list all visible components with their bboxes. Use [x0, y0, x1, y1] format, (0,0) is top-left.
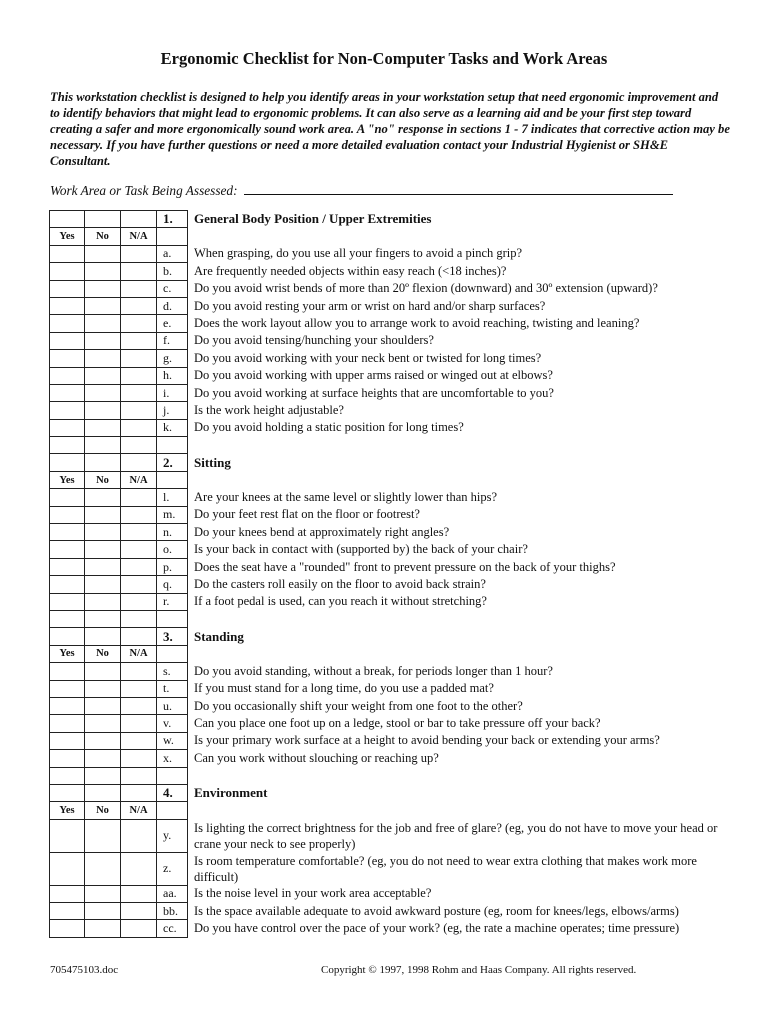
yes-checkbox-cell[interactable] [50, 885, 85, 902]
checklist-item-row [50, 750, 739, 767]
no-cell [85, 211, 121, 228]
letter-cell [157, 645, 188, 662]
na-checkbox-cell[interactable] [121, 541, 157, 558]
yes-checkbox-cell[interactable] [50, 750, 85, 767]
item-letter: t. [157, 680, 188, 697]
no-header: No [85, 228, 121, 245]
checklist-item-row [50, 367, 739, 384]
checklist-item-row [50, 593, 739, 610]
na-checkbox-cell[interactable] [121, 263, 157, 280]
no-checkbox-cell[interactable] [85, 280, 121, 297]
checklist-table [49, 210, 739, 938]
item-letter: cc. [157, 920, 188, 937]
item-letter: k. [157, 419, 188, 436]
na-checkbox-cell[interactable] [121, 885, 157, 902]
yes-checkbox-cell[interactable] [50, 920, 85, 937]
item-question: Does the seat have a "rounded" front to prevent pressure on the back of your thighs? [194, 559, 616, 574]
na-header: N/A [121, 471, 157, 488]
no-cell [85, 628, 121, 645]
no-checkbox-cell[interactable] [85, 903, 121, 920]
item-question: Can you work without slouching or reaching up? [194, 750, 439, 765]
na-checkbox-cell[interactable] [121, 576, 157, 593]
checklist-item-row [50, 263, 739, 280]
checklist-item-row [50, 663, 739, 680]
no-checkbox-cell[interactable] [85, 715, 121, 732]
yes-cell [50, 767, 85, 784]
item-letter: j. [157, 402, 188, 419]
no-checkbox-cell[interactable] [85, 384, 121, 401]
yes-checkbox-cell[interactable] [50, 280, 85, 297]
item-letter: v. [157, 715, 188, 732]
yes-cell [50, 454, 85, 471]
na-checkbox-cell[interactable] [121, 903, 157, 920]
item-letter: d. [157, 297, 188, 314]
item-question: Is room temperature comfortable? (eg, you do not need to wear extra clothing that makes work more difficult) [194, 853, 697, 884]
column-header-row [50, 228, 739, 245]
work-area-field[interactable] [50, 182, 673, 199]
section-header-row [50, 628, 739, 645]
work-area-label: Work Area or Task Being Assessed: [50, 183, 238, 198]
letter-cell [157, 610, 188, 627]
item-question: Do you avoid wrist bends of more than 20º flexion (downward) and 30º extension (upward)? [194, 281, 658, 296]
column-header-row [50, 802, 739, 819]
item-letter: q. [157, 576, 188, 593]
na-cell [121, 610, 157, 627]
yes-checkbox-cell[interactable] [50, 402, 85, 419]
checklist-item-row [50, 715, 739, 732]
item-question: Do you have control over the pace of your work? (eg, the rate a machine operates; time pressure) [194, 921, 680, 936]
checklist-item-row [50, 576, 739, 593]
checklist-item-row [50, 819, 739, 852]
yes-cell [50, 211, 85, 228]
section-number: 2. [157, 454, 188, 471]
item-question: If you must stand for a long time, do you use a padded mat? [194, 681, 494, 696]
letter-cell [157, 228, 188, 245]
no-cell [85, 767, 121, 784]
section-header-row [50, 211, 739, 228]
yes-checkbox-cell[interactable] [50, 419, 85, 436]
no-checkbox-cell[interactable] [85, 558, 121, 575]
no-checkbox-cell[interactable] [85, 245, 121, 262]
yes-checkbox-cell[interactable] [50, 297, 85, 314]
yes-checkbox-cell[interactable] [50, 697, 85, 714]
checklist-item-row [50, 697, 739, 714]
work-area-blank-line[interactable] [244, 182, 673, 195]
checklist-item-row [50, 732, 739, 749]
checklist-item-row [50, 315, 739, 332]
spacer-row [50, 437, 739, 454]
footer-doc-id: 705475103.doc [50, 964, 119, 976]
checklist-item-row [50, 524, 739, 541]
na-checkbox-cell[interactable] [121, 524, 157, 541]
no-checkbox-cell[interactable] [85, 680, 121, 697]
no-checkbox-cell[interactable] [85, 332, 121, 349]
yes-checkbox-cell[interactable] [50, 350, 85, 367]
checklist-item-row [50, 350, 739, 367]
checklist-item-row [50, 920, 739, 937]
no-checkbox-cell[interactable] [85, 732, 121, 749]
yes-checkbox-cell[interactable] [50, 819, 85, 852]
yes-header: Yes [50, 471, 85, 488]
checklist-item-row [50, 885, 739, 902]
spacer-row [50, 767, 739, 784]
no-checkbox-cell[interactable] [85, 852, 121, 885]
question-cell [188, 437, 739, 454]
no-checkbox-cell[interactable] [85, 419, 121, 436]
question-cell [188, 802, 739, 819]
item-letter: m. [157, 506, 188, 523]
letter-cell [157, 802, 188, 819]
na-cell [121, 211, 157, 228]
yes-checkbox-cell[interactable] [50, 367, 85, 384]
yes-checkbox-cell[interactable] [50, 903, 85, 920]
item-letter: o. [157, 541, 188, 558]
no-checkbox-cell[interactable] [85, 297, 121, 314]
no-checkbox-cell[interactable] [85, 697, 121, 714]
na-cell [121, 628, 157, 645]
no-checkbox-cell[interactable] [85, 367, 121, 384]
na-checkbox-cell[interactable] [121, 697, 157, 714]
yes-checkbox-cell[interactable] [50, 680, 85, 697]
no-checkbox-cell[interactable] [85, 489, 121, 506]
na-checkbox-cell[interactable] [121, 350, 157, 367]
yes-header: Yes [50, 645, 85, 662]
page-title: Ergonomic Checklist for Non-Computer Tasks and Work Areas [160, 49, 608, 68]
yes-checkbox-cell[interactable] [50, 263, 85, 280]
no-cell [85, 454, 121, 471]
na-cell [121, 437, 157, 454]
section-title: Standing [194, 628, 244, 644]
item-question: Is your back in contact with (supported by) the back of your chair? [194, 542, 528, 557]
no-cell [85, 610, 121, 627]
section-title: General Body Position / Upper Extremities [194, 211, 432, 227]
item-letter: x. [157, 750, 188, 767]
item-question: Are frequently needed objects within easy reach (<18 inches)? [194, 263, 507, 278]
na-checkbox-cell[interactable] [121, 332, 157, 349]
na-checkbox-cell[interactable] [121, 367, 157, 384]
no-checkbox-cell[interactable] [85, 750, 121, 767]
section-number: 1. [157, 211, 188, 228]
checklist-item-row [50, 419, 739, 436]
yes-checkbox-cell[interactable] [50, 489, 85, 506]
intro-paragraph: This workstation checklist is designed to help you identify areas in your workstation setup that need ergonomic improvement and to identify behaviors that might lead to ergonomic problems. It can also serve as a learning aid and be your first step toward creating a safer and more ergonomically sound work area. A "no" response in sections 1 - 7 indicates that corrective action may be necessary. If you have further questions or need a more detailed evaluation contact your Industrial Hygienist or SH&E Consultant. [50, 90, 730, 168]
item-question: Do you avoid working at surface heights that are uncomfortable to you? [194, 385, 554, 400]
checklist-item-row [50, 402, 739, 419]
na-checkbox-cell[interactable] [121, 558, 157, 575]
section-title: Sitting [194, 454, 231, 470]
column-header-row [50, 645, 739, 662]
item-question: Is the noise level in your work area acceptable? [194, 886, 432, 901]
item-letter: z. [157, 852, 188, 885]
item-question: Do you avoid holding a static position for long times? [194, 420, 464, 435]
no-cell [85, 437, 121, 454]
checklist-item-row [50, 489, 739, 506]
checklist-item-row [50, 332, 739, 349]
checklist-item-row [50, 558, 739, 575]
item-letter: p. [157, 558, 188, 575]
item-letter: b. [157, 263, 188, 280]
checklist-item-row [50, 852, 739, 885]
yes-cell [50, 628, 85, 645]
item-letter: bb. [157, 903, 188, 920]
na-checkbox-cell[interactable] [121, 732, 157, 749]
no-checkbox-cell[interactable] [85, 885, 121, 902]
no-checkbox-cell[interactable] [85, 263, 121, 280]
item-question: Is lighting the correct brightness for the job and free of glare? (eg, you do not have to move your head or crane your neck to see properly) [194, 820, 718, 851]
section-header-row [50, 454, 739, 471]
na-checkbox-cell[interactable] [121, 715, 157, 732]
section-number: 4. [157, 784, 188, 801]
item-question: Do you avoid tensing/hunching your shoulders? [194, 333, 434, 348]
question-cell [188, 645, 739, 662]
section-title: Environment [194, 785, 268, 801]
item-question: Do you avoid resting your arm or wrist on hard and/or sharp surfaces? [194, 298, 546, 313]
na-checkbox-cell[interactable] [121, 750, 157, 767]
checklist-item-row [50, 384, 739, 401]
item-question: Do you avoid standing, without a break, for periods longer than 1 hour? [194, 663, 553, 678]
na-header: N/A [121, 228, 157, 245]
item-question: When grasping, do you use all your fingers to avoid a pinch grip? [194, 246, 523, 261]
item-letter: a. [157, 245, 188, 262]
na-cell [121, 784, 157, 801]
yes-checkbox-cell[interactable] [50, 384, 85, 401]
no-checkbox-cell[interactable] [85, 819, 121, 852]
no-header: No [85, 802, 121, 819]
yes-checkbox-cell[interactable] [50, 332, 85, 349]
item-question: If a foot pedal is used, can you reach it without stretching? [194, 594, 487, 609]
item-question: Do the casters roll easily on the floor to avoid back strain? [194, 576, 486, 591]
item-question: Is the space available adequate to avoid awkward posture (eg, room for knees/legs, elbows/arms) [194, 903, 679, 918]
item-letter: w. [157, 732, 188, 749]
yes-checkbox-cell[interactable] [50, 315, 85, 332]
question-cell [188, 471, 739, 488]
yes-header: Yes [50, 228, 85, 245]
item-question: Do you avoid working with upper arms raised or winged out at elbows? [194, 368, 553, 383]
question-cell [188, 610, 739, 627]
na-checkbox-cell[interactable] [121, 489, 157, 506]
no-header: No [85, 471, 121, 488]
checklist-item-row [50, 245, 739, 262]
yes-cell [50, 784, 85, 801]
section-header-row [50, 784, 739, 801]
na-checkbox-cell[interactable] [121, 663, 157, 680]
item-letter: r. [157, 593, 188, 610]
no-checkbox-cell[interactable] [85, 506, 121, 523]
checklist-item-row [50, 903, 739, 920]
yes-cell [50, 610, 85, 627]
no-checkbox-cell[interactable] [85, 541, 121, 558]
item-letter: y. [157, 819, 188, 852]
na-checkbox-cell[interactable] [121, 680, 157, 697]
item-letter: s. [157, 663, 188, 680]
section-number: 3. [157, 628, 188, 645]
no-checkbox-cell[interactable] [85, 524, 121, 541]
checklist-item-row [50, 506, 739, 523]
yes-checkbox-cell[interactable] [50, 576, 85, 593]
na-checkbox-cell[interactable] [121, 852, 157, 885]
no-checkbox-cell[interactable] [85, 593, 121, 610]
no-checkbox-cell[interactable] [85, 315, 121, 332]
item-question: Are your knees at the same level or slightly lower than hips? [194, 489, 498, 504]
na-header: N/A [121, 802, 157, 819]
na-checkbox-cell[interactable] [121, 384, 157, 401]
letter-cell [157, 767, 188, 784]
item-letter: f. [157, 332, 188, 349]
checklist-item-row [50, 541, 739, 558]
na-checkbox-cell[interactable] [121, 402, 157, 419]
yes-checkbox-cell[interactable] [50, 715, 85, 732]
item-question: Do you occasionally shift your weight from one foot to the other? [194, 698, 523, 713]
item-question: Does the work layout allow you to arrange work to avoid reaching, twisting and leaning? [194, 316, 640, 331]
no-checkbox-cell[interactable] [85, 663, 121, 680]
na-checkbox-cell[interactable] [121, 315, 157, 332]
na-checkbox-cell[interactable] [121, 593, 157, 610]
checklist-item-row [50, 280, 739, 297]
item-letter: u. [157, 697, 188, 714]
letter-cell [157, 437, 188, 454]
yes-checkbox-cell[interactable] [50, 732, 85, 749]
na-checkbox-cell[interactable] [121, 819, 157, 852]
item-letter: l. [157, 489, 188, 506]
question-cell [188, 767, 739, 784]
yes-checkbox-cell[interactable] [50, 663, 85, 680]
item-letter: n. [157, 524, 188, 541]
na-header: N/A [121, 645, 157, 662]
na-checkbox-cell[interactable] [121, 280, 157, 297]
no-checkbox-cell[interactable] [85, 402, 121, 419]
yes-cell [50, 437, 85, 454]
letter-cell [157, 471, 188, 488]
item-question: Do you avoid working with your neck bent or twisted for long times? [194, 350, 542, 365]
question-cell [188, 228, 739, 245]
no-checkbox-cell[interactable] [85, 350, 121, 367]
item-question: Do your knees bend at approximately right angles? [194, 524, 450, 539]
yes-checkbox-cell[interactable] [50, 245, 85, 262]
checklist-item-row [50, 297, 739, 314]
na-checkbox-cell[interactable] [121, 419, 157, 436]
yes-checkbox-cell[interactable] [50, 593, 85, 610]
na-checkbox-cell[interactable] [121, 506, 157, 523]
item-question: Can you place one foot up on a ledge, stool or bar to take pressure off your back? [194, 716, 601, 731]
item-letter: aa. [157, 885, 188, 902]
na-cell [121, 767, 157, 784]
na-checkbox-cell[interactable] [121, 297, 157, 314]
yes-checkbox-cell[interactable] [50, 524, 85, 541]
item-letter: i. [157, 384, 188, 401]
no-checkbox-cell[interactable] [85, 920, 121, 937]
item-letter: g. [157, 350, 188, 367]
na-checkbox-cell[interactable] [121, 245, 157, 262]
yes-checkbox-cell[interactable] [50, 541, 85, 558]
yes-checkbox-cell[interactable] [50, 506, 85, 523]
footer-copyright: Copyright © 1997, 1998 Rohm and Haas Company. All rights reserved. [321, 964, 637, 976]
no-header: No [85, 645, 121, 662]
item-letter: h. [157, 367, 188, 384]
item-question: Do your feet rest flat on the floor or footrest? [194, 507, 420, 522]
no-cell [85, 784, 121, 801]
spacer-row [50, 610, 739, 627]
no-checkbox-cell[interactable] [85, 576, 121, 593]
yes-checkbox-cell[interactable] [50, 852, 85, 885]
item-letter: e. [157, 315, 188, 332]
checklist-item-row [50, 680, 739, 697]
na-cell [121, 454, 157, 471]
yes-header: Yes [50, 802, 85, 819]
item-question: Is your primary work surface at a height to avoid bending your back or extending your arms? [194, 733, 660, 748]
item-question: Is the work height adjustable? [194, 402, 344, 417]
column-header-row [50, 471, 739, 488]
yes-checkbox-cell[interactable] [50, 558, 85, 575]
item-letter: c. [157, 280, 188, 297]
na-checkbox-cell[interactable] [121, 920, 157, 937]
